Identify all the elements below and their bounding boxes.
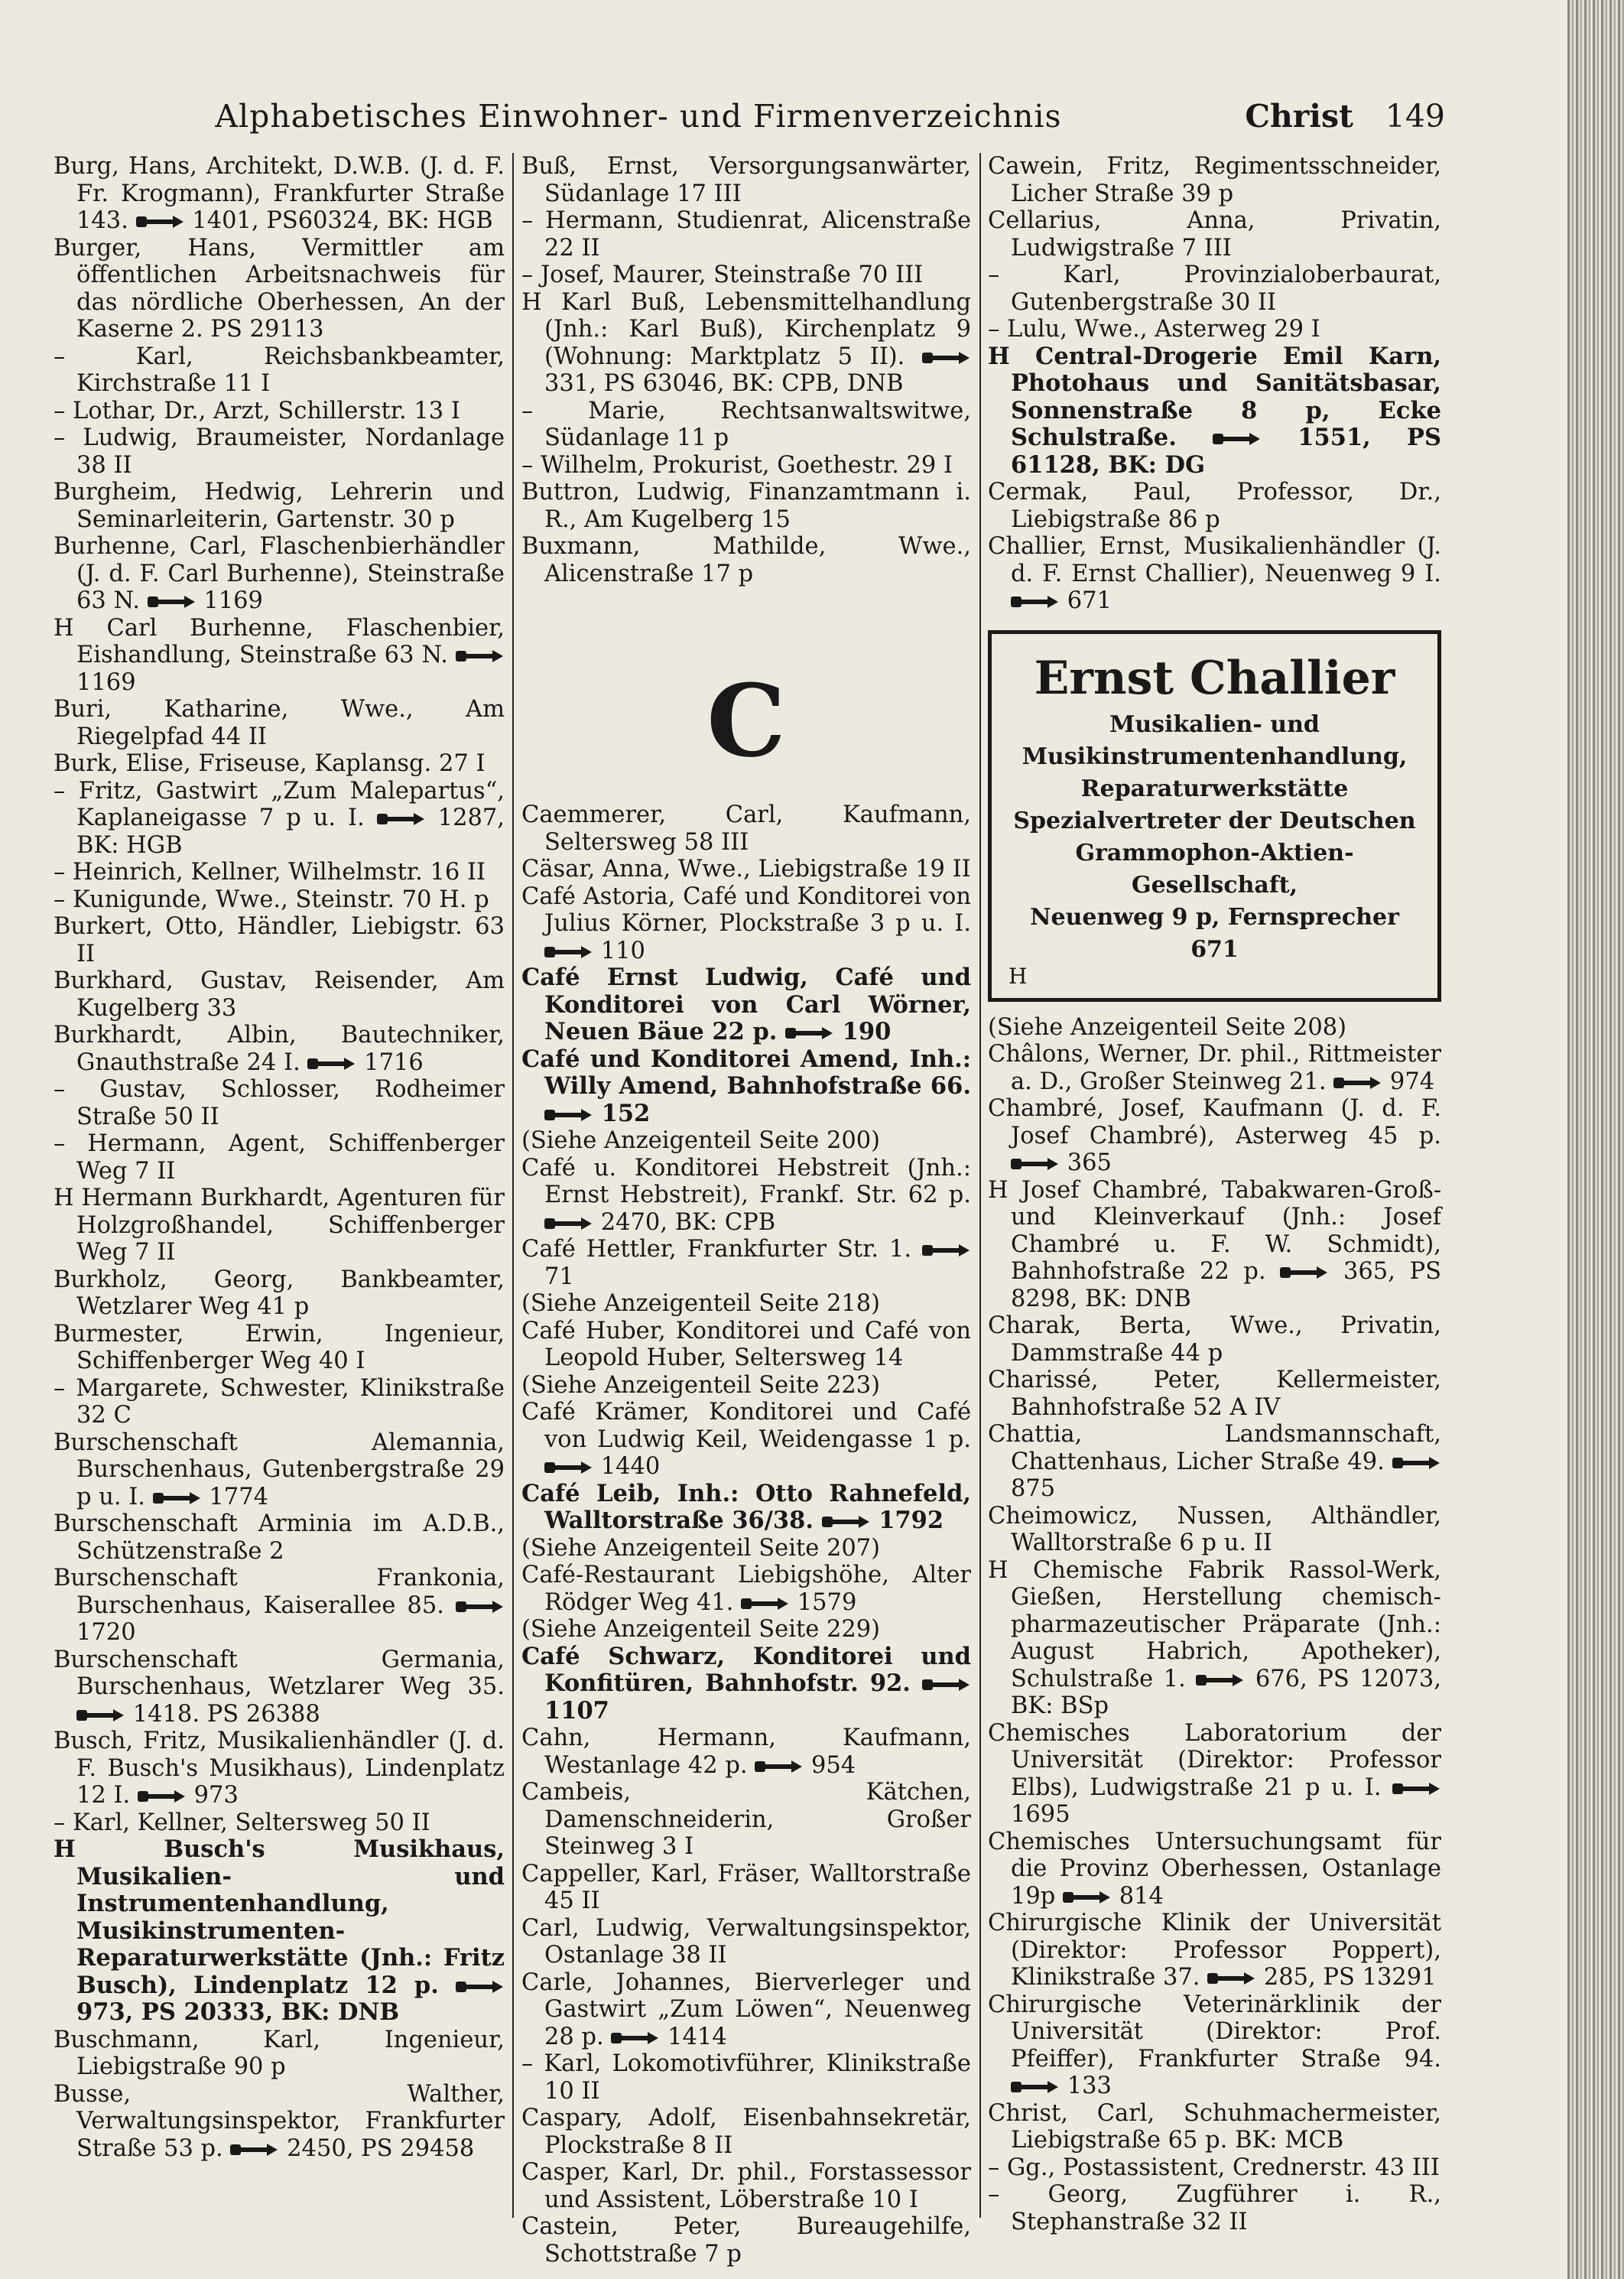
directory-entry: Chambré, Josef, Kaufmann (J. d. F. Josef Chambré), Asterweg 45 p. 365: [988, 1095, 1441, 1176]
directory-entry: Burk, Elise, Friseuse, Kaplansg. 27 I: [54, 750, 486, 777]
directory-entry: Chirurgische Klinik der Universität (Direktor: Professor Poppert), Klinikstraße 37. 285, PS 13291: [988, 1910, 1441, 1991]
directory-entry: Burger, Hans, Vermittler am öffentlichen Arbeitsnachweis für das nördliche Oberhessen, An der Kaserne 2. PS 29113: [54, 234, 505, 343]
directory-entry: (Siehe Anzeigenteil Seite 229): [521, 1616, 881, 1643]
directory-entry: Cambeis, Kätchen, Damenschneiderin, Großer Steinweg 3 I: [521, 1779, 971, 1860]
directory-entry: Chattia, Landsmannschaft, Chattenhaus, Licher Straße 49. 875: [988, 1421, 1441, 1502]
column-2-entries: [521, 153, 971, 587]
directory-entry: Burmester, Erwin, Ingenieur, Schiffenberger Weg 40 I: [54, 1320, 505, 1374]
advertisement-box: [988, 630, 1441, 1002]
hand-telephone-icon: [741, 1595, 790, 1612]
directory-entry: Café Astoria, Café und Konditorei von Julius Körner, Plockstraße 3 p u. I. 110: [521, 883, 971, 964]
directory-entry: – Ludwig, Braumeister, Nordanlage 38 II: [54, 424, 505, 479]
running-title: Alphabetisches Einwohner- und Firmenverzeichnis: [215, 98, 1062, 135]
directory-entry: Buri, Katharine, Wwe., Am Riegelpfad 44 II: [54, 696, 505, 750]
directory-entry: (Siehe Anzeigenteil Seite 208): [988, 1013, 1347, 1041]
directory-entry: – Karl, Kellner, Seltersweg 50 II: [54, 1809, 430, 1836]
column-rule-left: [512, 153, 514, 2218]
directory-entry: H Hermann Burkhardt, Agenturen für Holzgroßhandel, Schiffenberger Weg 7 II: [54, 1185, 505, 1266]
directory-entry: Burhenne, Carl, Flaschenbierhändler (J. d. F. Carl Burhenne), Steinstraße 63 N. 1169: [54, 533, 505, 614]
directory-entry: Carle, Johannes, Bierverleger und Gastwirt „Zum Löwen“, Neuenweg 28 p. 1414: [521, 1969, 971, 2050]
hand-telephone-icon: [153, 1490, 202, 1507]
ad-line: Neuenweg 9 p, Fernsprecher 671: [1030, 903, 1399, 963]
directory-entry: Casper, Karl, Dr. phil., Forstassessor und Assistent, Löberstraße 10 I: [521, 2159, 971, 2213]
hand-telephone-icon: [1213, 431, 1262, 447]
directory-entry: Café und Konditorei Amend, Inh.: Willy Amend, Bahnhofstraße 66. 152: [521, 1045, 971, 1127]
directory-entry: Café Krämer, Konditorei und Café von Ludwig Keil, Weidengasse 1 p. 1440: [521, 1399, 971, 1480]
directory-entry: – Karl, Provinzialoberbaurat, Gutenbergstraße 30 II: [988, 262, 1441, 316]
directory-entry: Chemisches Untersuchungsamt für die Provinz Oberhessen, Ostanlage 19p 814: [988, 1828, 1441, 1910]
directory-entry: Charissé, Peter, Kellermeister, Bahnhofstraße 52 A IV: [988, 1367, 1441, 1421]
directory-entry: – Karl, Reichsbankbeamter, Kirchstraße 11 I: [54, 343, 505, 397]
hand-telephone-icon: [377, 811, 426, 827]
directory-entry: Buxmann, Mathilde, Wwe., Alicenstraße 17 p: [521, 533, 971, 587]
directory-entry: Café Hettler, Frankfurter Str. 1. 71: [521, 1236, 971, 1290]
directory-entry: Burschenschaft Frankonia, Burschenhaus, Kaiserallee 85. 1720: [54, 1565, 505, 1646]
ad-title: Ernst Challier: [1034, 651, 1395, 705]
section-letter: C: [706, 662, 786, 779]
directory-entry: Cawein, Fritz, Regimentsschneider, Licher Straße 39 p: [988, 153, 1441, 207]
hand-telephone-icon: [611, 2030, 660, 2047]
column-2: [521, 153, 971, 2268]
hand-telephone-icon: [1063, 1889, 1112, 1906]
directory-entry: Cellarius, Anna, Privatin, Ludwigstraße 7 III: [988, 207, 1441, 262]
column-2-entries-c: [521, 801, 971, 2268]
catchword: Christ: [1245, 98, 1353, 135]
hand-telephone-icon: [1196, 1672, 1245, 1689]
hand-telephone-icon: [922, 1676, 971, 1693]
directory-entry: Cahn, Hermann, Kaufmann, Westanlage 42 p. 954: [521, 1725, 971, 1779]
directory-entry: Caemmerer, Carl, Kaufmann, Seltersweg 58 III: [521, 801, 971, 856]
hand-telephone-icon: [922, 1242, 971, 1259]
directory-entry: Buß, Ernst, Versorgungsanwärter, Südanlage 17 III: [521, 153, 971, 207]
hand-telephone-icon: [230, 2141, 279, 2158]
page-number: 149: [1385, 98, 1445, 135]
hand-telephone-icon: [1011, 593, 1060, 610]
hand-telephone-icon: [822, 1513, 871, 1530]
directory-entry: H Josef Chambré, Tabakwaren-Groß- und Kleinverkauf (Jnh.: Josef Chambré u. F. W. Schmidt), Bahnhofstraße 22 p. 365, PS 8298, BK: DNB: [988, 1176, 1442, 1312]
directory-entry: Challier, Ernst, Musikalienhändler (J. d. F. Ernst Challier), Neuenweg 9 I. 671: [988, 533, 1441, 614]
directory-entry: Cäsar, Anna, Wwe., Liebigstraße 19 II: [521, 856, 971, 883]
hand-telephone-icon: [136, 213, 185, 230]
hand-telephone-icon: [1011, 2079, 1060, 2095]
directory-entry: Christ, Carl, Schuhmachermeister, Liebigstraße 65 p. BK: MCB: [988, 2099, 1441, 2154]
directory-entry: Carl, Ludwig, Verwaltungsinspektor, Ostanlage 38 II: [521, 1914, 971, 1969]
directory-entry: Cermak, Paul, Professor, Dr., Liebigstraße 86 p: [988, 479, 1441, 533]
directory-entry: Busch, Fritz, Musikalienhändler (J. d. F. Busch's Musikhaus), Lindenplatz 12 I. 973: [54, 1728, 505, 1809]
column-3-entries-after-ad: [988, 1014, 1441, 2236]
directory-entry: – Wilhelm, Prokurist, Goethestr. 29 I: [521, 451, 953, 479]
directory-entry: – Karl, Lokomotivführer, Klinikstraße 10 II: [521, 2050, 971, 2105]
directory-entry: Burg, Hans, Architekt, D.W.B. (J. d. F. Fr. Krogmann), Frankfurter Straße 143. 1401, PS60324, BK: HGB: [54, 153, 505, 234]
hand-telephone-icon: [1333, 1074, 1382, 1091]
directory-entry: – Gg., Postassistent, Crednerstr. 43 III: [988, 2154, 1440, 2181]
hand-telephone-icon: [1392, 1455, 1441, 1471]
column-3-entries: [988, 153, 1441, 615]
directory-entry: H Karl Buß, Lebensmittelhandlung (Jnh.: Karl Buß), Kirchenplatz 9 (Wohnung: Marktplatz 5 II). 331, PS 63046, BK: CPB, DNB: [521, 288, 971, 397]
directory-entry: Châlons, Werner, Dr. phil., Rittmeister a. D., Großer Steinweg 21. 974: [988, 1041, 1441, 1095]
hand-telephone-icon: [544, 944, 593, 961]
hand-telephone-icon: [1280, 1264, 1329, 1281]
directory-entry: Castein, Peter, Bureaugehilfe, Schottstraße 7 p: [521, 2213, 971, 2268]
directory-entry: Charak, Berta, Wwe., Privatin, Dammstraße 44 p: [988, 1312, 1441, 1367]
hand-telephone-icon: [148, 593, 197, 610]
directory-entry: Busse, Walther, Verwaltungsinspektor, Frankfurter Straße 53 p. 2450, PS 29458: [54, 2080, 505, 2162]
hand-telephone-icon: [456, 1598, 505, 1615]
directory-entry: Burschenschaft Germania, Burschenhaus, Wetzlarer Weg 35. 1418. PS 26388: [54, 1646, 505, 1728]
directory-entry: Buschmann, Karl, Ingenieur, Liebigstraße 90 p: [54, 2026, 505, 2080]
directory-entry: Burkholz, Georg, Bankbeamter, Wetzlarer Weg 41 p: [54, 1266, 505, 1320]
directory-entry: Burkhard, Gustav, Reisender, Am Kugelberg 33: [54, 967, 505, 1022]
directory-entry: Café Leib, Inh.: Otto Rahnefeld, Walltorstraße 36/38. 1792: [521, 1479, 971, 1534]
ad-line: Musikalien- und Musikinstrumentenhandlung, Reparaturwerkstätte: [1021, 710, 1408, 802]
directory-entry: H Carl Burhenne, Flaschenbier, Eishandlung, Steinstraße 63 N. 1169: [54, 614, 505, 696]
directory-entry: – Margarete, Schwester, Klinikstraße 32 C: [54, 1374, 505, 1429]
hand-telephone-icon: [456, 1978, 505, 1995]
page-header: [61, 98, 1445, 144]
page-edge: [1567, 0, 1624, 2279]
directory-entry: Cheimowicz, Nussen, Althändler, Walltorstraße 6 p u. II: [988, 1502, 1441, 1556]
column-3: [988, 153, 1441, 2235]
directory-entry: Buttron, Ludwig, Finanzamtmann i. R., Am Kugelberg 15: [521, 479, 971, 533]
directory-entry: H Central-Drogerie Emil Karn, Photohaus und Sanitätsbasar, Sonnenstraße 8 p, Ecke Schulstraße. 1551, PS 61128, BK: DG: [988, 342, 1441, 479]
directory-entry: Burkhardt, Albin, Bautechniker, Gnauthstraße 24 I. 1716: [54, 1022, 505, 1076]
directory-entry: – Lothar, Dr., Arzt, Schillerstr. 13 I: [54, 397, 460, 424]
directory-entry: – Gustav, Schlosser, Rodheimer Straße 50 II: [54, 1076, 505, 1130]
hand-telephone-icon: [1011, 1156, 1060, 1172]
hand-telephone-icon: [755, 1758, 804, 1775]
directory-entry: – Hermann, Studienrat, Alicenstraße 22 II: [521, 207, 971, 262]
directory-entry: Cappeller, Karl, Fräser, Walltorstraße 45 II: [521, 1860, 971, 1914]
column-rule-right: [979, 153, 981, 2218]
hand-telephone-icon: [76, 1707, 125, 1724]
directory-entry: Café u. Konditorei Hebstreit (Jnh.: Ernst Hebstreit), Frankf. Str. 62 p. 2470, BK: CPB: [521, 1154, 971, 1236]
directory-entry: (Siehe Anzeigenteil Seite 200): [521, 1127, 881, 1154]
directory-entry: – Kunigunde, Wwe., Steinstr. 70 H. p: [54, 886, 489, 913]
directory-entry: – Josef, Maurer, Steinstraße 70 III: [521, 262, 924, 288]
directory-entry: (Siehe Anzeigenteil Seite 223): [521, 1371, 881, 1399]
directory-entry: (Siehe Anzeigenteil Seite 207): [521, 1534, 881, 1562]
directory-entry: Burschenschaft Alemannia, Burschenhaus, Gutenbergstraße 29 p u. I. 1774: [54, 1429, 505, 1510]
directory-entry: Burkert, Otto, Händler, Liebigstr. 63 II: [54, 913, 505, 967]
directory-entry: – Hermann, Agent, Schiffenberger Weg 7 II: [54, 1130, 505, 1185]
hand-telephone-icon: [307, 1055, 356, 1072]
ad-line: Spezialvertreter der Deutschen: [1013, 807, 1416, 834]
hand-telephone-icon: [1392, 1780, 1441, 1797]
directory-entry: – Lulu, Wwe., Asterweg 29 I: [988, 316, 1320, 343]
hand-telephone-icon: [544, 1107, 593, 1123]
directory-entry: – Georg, Zugführer i. R., Stephanstraße 32 II: [988, 2181, 1441, 2235]
directory-entry: H Chemische Fabrik Rassol-Werk, Gießen, Herstellung chemisch-pharmazeutischer Präparate (Jnh.: August Habrich, Apotheker), Schulstraße 1. 676, PS 12073, BK: BSp: [988, 1556, 1441, 1719]
directory-entry: Chirurgische Veterinärklinik der Universität (Direktor: Prof. Pfeiffer), Frankfurter Straße 94. 133: [988, 1991, 1441, 2099]
directory-entry: Café-Restaurant Liebigshöhe, Alter Rödger Weg 41. 1579: [521, 1562, 971, 1616]
directory-entry: (Siehe Anzeigenteil Seite 218): [521, 1290, 881, 1317]
directory-entry: Burgheim, Hedwig, Lehrerin und Seminarleiterin, Gartenstr. 30 p: [54, 479, 505, 533]
hand-telephone-icon: [456, 648, 505, 665]
hand-telephone-icon: [922, 349, 971, 366]
directory-entry: – Fritz, Gastwirt „Zum Malepartus“, Kaplaneigasse 7 p u. I. 1287, BK: HGB: [54, 777, 505, 859]
directory-entry: – Heinrich, Kellner, Wilhelmstr. 16 II: [54, 859, 486, 886]
hand-telephone-icon: [544, 1215, 593, 1232]
directory-entry: Café Huber, Konditorei und Café von Leopold Huber, Seltersweg 14: [521, 1317, 971, 1371]
hand-telephone-icon: [544, 1459, 593, 1476]
ad-mark: H: [1009, 963, 1028, 989]
hand-telephone-icon: [785, 1025, 834, 1042]
column-1: [54, 153, 505, 2162]
hand-telephone-icon: [138, 1788, 187, 1805]
directory-entry: Burschenschaft Arminia im A.D.B., Schützenstraße 2: [54, 1510, 505, 1565]
directory-entry: Café Ernst Ludwig, Café und Konditorei von Carl Wörner, Neuen Bäue 22 p. 190: [521, 964, 971, 1045]
directory-entry: Café Schwarz, Konditorei und Konfitüren, Bahnhofstr. 92. 1107: [521, 1642, 971, 1725]
directory-entry: H Busch's Musikhaus, Musikalien- und Instrumentenhandlung, Musikinstrumenten-Reparaturwerkstätte (Jnh.: Fritz Busch), Lindenplatz 12 p. 973, PS 20333, BK: DNB: [54, 1835, 505, 2026]
ad-line: Grammophon-Aktien-Gesellschaft,: [1075, 839, 1354, 899]
directory-entry: – Marie, Rechtsanwaltswitwe, Südanlage 11 p: [521, 397, 971, 451]
hand-telephone-icon: [1207, 1970, 1256, 1987]
directory-entry: Chemisches Laboratorium der Universität (Direktor: Professor Elbs), Ludwigstraße 21 p u. I. 1695: [988, 1719, 1441, 1828]
directory-entry: Caspary, Adolf, Eisenbahnsekretär, Plockstraße 8 II: [521, 2105, 971, 2159]
